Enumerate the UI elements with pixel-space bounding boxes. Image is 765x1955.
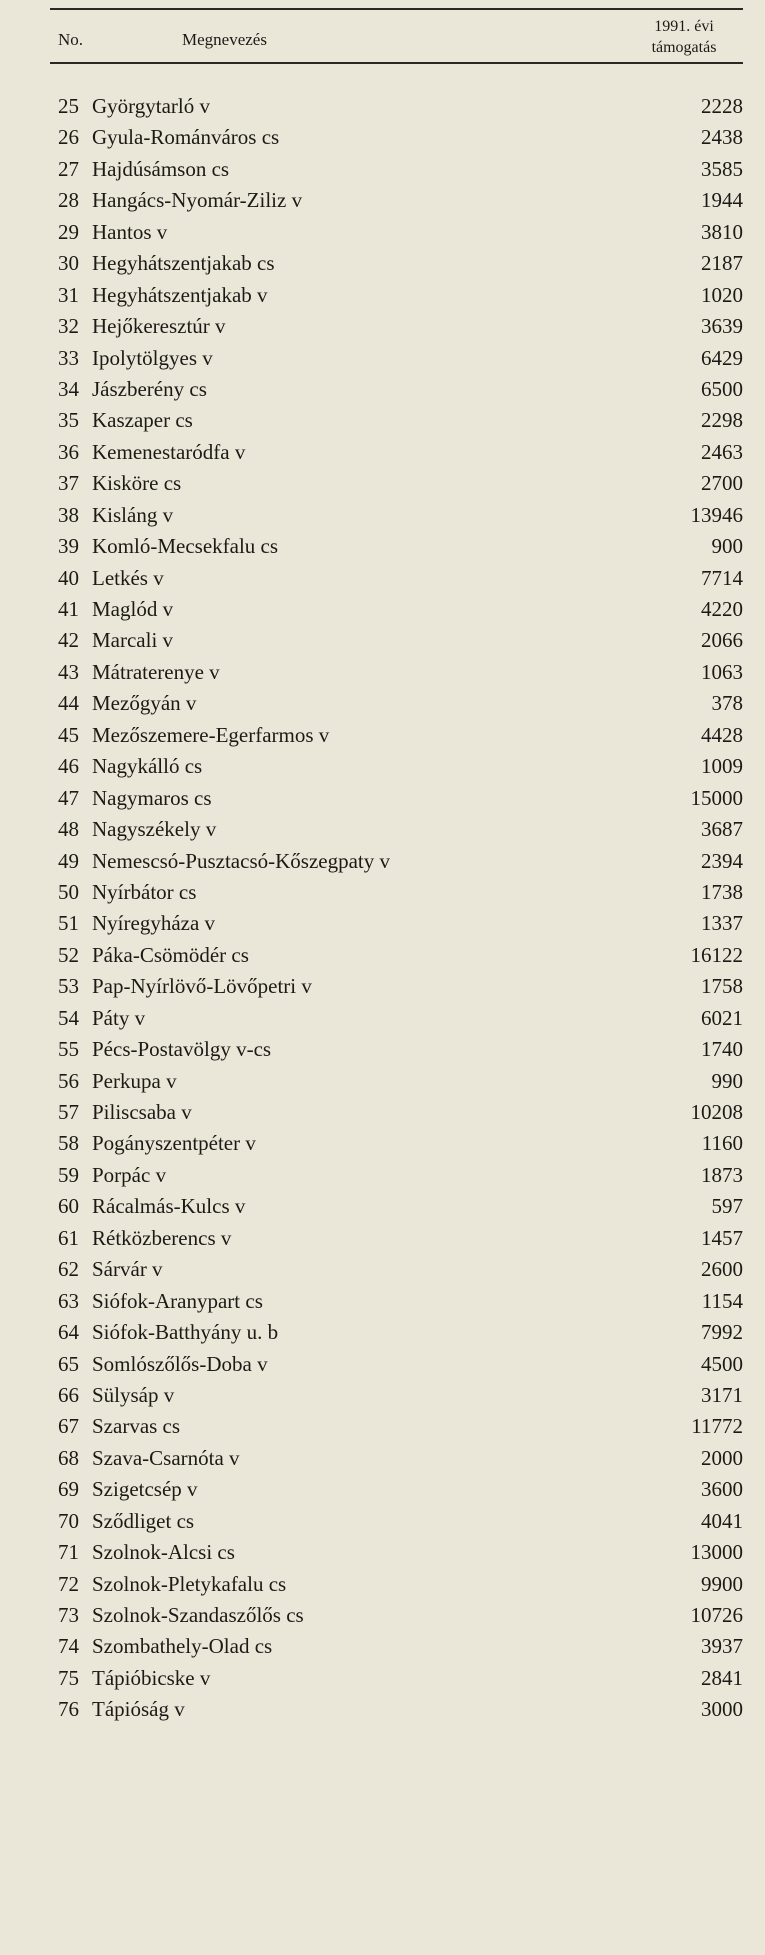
row-amount: 900 (711, 534, 743, 559)
row-number: 63 (58, 1288, 79, 1313)
row-name: Tápióbicske v (92, 1665, 211, 1690)
row-name: Hajdúsámson cs (92, 156, 230, 181)
row-number: 59 (58, 1162, 79, 1187)
table-row (50, 1631, 743, 1662)
row-number: 33 (58, 345, 79, 370)
row-number: 72 (58, 1571, 79, 1596)
row-amount: 2600 (701, 1257, 743, 1282)
row-number: 75 (58, 1665, 79, 1690)
row-number: 29 (58, 219, 79, 244)
row-amount: 1009 (701, 754, 743, 779)
row-name: Marcali v (92, 628, 174, 653)
table-row (50, 154, 743, 185)
row-number: 55 (58, 1037, 79, 1062)
table-row (50, 814, 743, 845)
header-amount-line2: támogatás (651, 39, 717, 56)
row-number: 31 (58, 282, 79, 307)
table-row (50, 940, 743, 971)
row-number: 57 (58, 1100, 79, 1124)
row-name: Páty v (92, 1005, 146, 1030)
table-row (50, 343, 743, 374)
row-number: 76 (58, 1697, 79, 1722)
row-name: Nyírbátor cs (92, 879, 197, 904)
row-amount: 597 (711, 1194, 743, 1219)
table-row (50, 1317, 743, 1348)
table-row (50, 468, 743, 499)
row-amount: 1337 (701, 911, 743, 936)
row-amount: 6500 (701, 376, 743, 401)
table-row (50, 437, 743, 468)
row-name: Letkés v (92, 565, 164, 590)
table-row (50, 405, 743, 436)
row-number: 44 (58, 691, 79, 716)
row-name: Rácalmás-Kulcs v (92, 1194, 246, 1219)
row-number: 42 (58, 628, 79, 653)
row-name: Kaszaper cs (92, 408, 193, 433)
row-amount: 1020 (701, 282, 743, 307)
table-row (50, 1097, 743, 1128)
row-number: 43 (58, 659, 79, 684)
table-row (50, 783, 743, 814)
row-amount: 1758 (701, 974, 743, 999)
row-number: 53 (58, 974, 79, 999)
table-row (50, 751, 743, 782)
row-number: 73 (58, 1603, 79, 1627)
row-amount: 3810 (701, 219, 743, 244)
row-number: 28 (58, 188, 79, 213)
row-number: 52 (58, 942, 79, 967)
row-name: Maglód v (92, 597, 174, 621)
row-amount: 1160 (701, 1131, 743, 1156)
row-number: 60 (58, 1194, 79, 1219)
table-row (50, 122, 743, 153)
row-number: 69 (58, 1477, 79, 1502)
row-number: 49 (58, 848, 79, 873)
table-header (50, 10, 743, 62)
row-amount: 11772 (691, 1414, 743, 1439)
row-amount: 3937 (701, 1634, 743, 1659)
row-number: 71 (58, 1540, 79, 1565)
row-number: 38 (58, 502, 79, 527)
row-amount: 1063 (701, 659, 743, 684)
row-amount: 3000 (701, 1697, 743, 1722)
row-name: Rétközberencs v (92, 1225, 232, 1250)
table-row (50, 625, 743, 656)
table-row (50, 1663, 743, 1694)
row-name: Pap-Nyírlövő-Lövőpetri v (92, 974, 312, 999)
row-amount: 4220 (701, 597, 743, 621)
row-name: Kemenestaródfa v (92, 439, 246, 464)
row-name: Siófok-Batthyány u. b (92, 1320, 279, 1345)
table-row (50, 531, 743, 562)
row-name: Piliscsaba v (92, 1100, 192, 1124)
row-number: 65 (58, 1351, 79, 1376)
row-amount: 1944 (701, 188, 743, 213)
row-name: Mezőgyán v (92, 691, 197, 716)
row-name: Hegyhátszentjakab v (92, 282, 268, 307)
row-amount: 4428 (701, 722, 743, 747)
table-row (50, 1600, 743, 1631)
row-amount: 2438 (701, 125, 743, 150)
table-row (50, 1254, 743, 1285)
row-amount: 3171 (701, 1382, 743, 1407)
row-amount: 2228 (701, 94, 743, 118)
row-name: Tápióság v (92, 1697, 185, 1722)
row-name: Siófok-Aranypart cs (92, 1288, 263, 1313)
table-row (50, 374, 743, 405)
table-row (50, 1160, 743, 1191)
header-amount-line1: 1991. évi (654, 18, 714, 35)
row-amount: 1457 (701, 1225, 743, 1250)
row-name: Szolnok-Alcsi cs (92, 1540, 235, 1565)
table-row (50, 1223, 743, 1254)
table-row (50, 688, 743, 719)
row-name: Szava-Csarnóta v (92, 1445, 240, 1470)
row-name: Szigetcsép v (92, 1477, 198, 1502)
row-number: 41 (58, 597, 79, 621)
row-name: Kisláng v (92, 502, 174, 527)
row-name: Páka-Csömödér cs (92, 942, 249, 967)
row-name: Jászberény cs (92, 376, 207, 401)
table-row (50, 720, 743, 751)
row-amount: 2394 (701, 848, 743, 873)
row-amount: 6021 (701, 1005, 743, 1030)
row-number: 68 (58, 1445, 79, 1470)
table-body (50, 91, 743, 1726)
table-row (50, 91, 743, 122)
row-name: Hangács-Nyomár-Ziliz v (92, 188, 303, 213)
row-name: Nagykálló cs (92, 754, 203, 779)
row-name: Porpác v (92, 1162, 167, 1187)
row-name: Sződliget cs (92, 1508, 195, 1533)
row-amount: 2066 (701, 628, 743, 653)
row-amount: 2841 (701, 1665, 743, 1690)
row-name: Györgytarló v (92, 94, 211, 118)
row-amount: 3639 (701, 314, 743, 339)
table-row (50, 1569, 743, 1600)
table-row (50, 1128, 743, 1159)
row-number: 54 (58, 1005, 79, 1030)
row-amount: 15000 (690, 785, 743, 810)
row-number: 70 (58, 1508, 79, 1533)
table-row (50, 217, 743, 248)
row-amount: 9900 (701, 1571, 743, 1596)
table-row (50, 1286, 743, 1317)
row-amount: 2700 (701, 471, 743, 496)
table-row (50, 185, 743, 216)
row-number: 34 (58, 376, 79, 401)
table-row (50, 1034, 743, 1065)
table-row (50, 1443, 743, 1474)
row-amount: 7714 (701, 565, 743, 590)
row-amount: 7992 (701, 1320, 743, 1345)
row-name: Szombathely-Olad cs (92, 1634, 273, 1659)
row-amount: 3600 (701, 1477, 743, 1502)
row-amount: 2000 (701, 1445, 743, 1470)
table-row (50, 908, 743, 939)
row-amount: 990 (711, 1068, 743, 1093)
row-amount: 1740 (701, 1037, 743, 1062)
row-name: Nagymaros cs (92, 785, 212, 810)
row-number: 47 (58, 785, 79, 810)
row-number: 61 (58, 1225, 79, 1250)
row-number: 36 (58, 439, 79, 464)
row-name: Ipolytölgyes v (92, 345, 213, 370)
row-number: 35 (58, 408, 79, 433)
row-number: 51 (58, 911, 79, 936)
header-amount (629, 16, 739, 58)
table-header-rule (50, 62, 743, 64)
row-name: Perkupa v (92, 1068, 177, 1093)
table-row (50, 1380, 743, 1411)
row-number: 45 (58, 722, 79, 747)
table-row (50, 657, 743, 688)
table-row (50, 971, 743, 1002)
row-amount: 378 (711, 691, 743, 716)
row-amount: 4041 (701, 1508, 743, 1533)
row-amount: 3585 (701, 156, 743, 181)
row-number: 48 (58, 817, 79, 842)
row-name: Nyíregyháza v (92, 911, 216, 936)
table-row (50, 500, 743, 531)
row-number: 32 (58, 314, 79, 339)
table-row (50, 1694, 743, 1725)
row-amount: 2463 (701, 439, 743, 464)
row-number: 25 (58, 94, 79, 118)
row-number: 56 (58, 1068, 79, 1093)
row-name: Szolnok-Pletykafalu cs (92, 1571, 287, 1596)
row-name: Sülysáp v (92, 1382, 175, 1407)
row-number: 46 (58, 754, 79, 779)
row-amount: 1738 (701, 879, 743, 904)
row-number: 30 (58, 251, 79, 276)
table-row (50, 1349, 743, 1380)
row-name: Nemescsó-Pusztacsó-Kőszegpaty v (92, 848, 390, 873)
row-name: Szolnok-Szandaszőlős cs (92, 1603, 304, 1627)
row-name: Sárvár v (92, 1257, 163, 1282)
row-number: 74 (58, 1634, 79, 1659)
row-name: Pécs-Postavölgy v-cs (92, 1037, 272, 1062)
header-no: No. (58, 30, 84, 49)
row-name: Mátraterenye v (92, 659, 220, 684)
row-number: 39 (58, 534, 79, 559)
row-amount: 3687 (701, 817, 743, 842)
row-name: Hejőkeresztúr v (92, 314, 226, 339)
row-amount: 1154 (701, 1288, 743, 1313)
row-amount: 2298 (701, 408, 743, 433)
table-row (50, 280, 743, 311)
table-row (50, 563, 743, 594)
row-name: Mezőszemere-Egerfarmos v (92, 722, 330, 747)
row-amount: 2187 (701, 251, 743, 276)
row-amount: 10208 (690, 1100, 743, 1124)
row-amount: 13000 (690, 1540, 743, 1565)
table-row (50, 594, 743, 625)
table-row (50, 877, 743, 908)
row-name: Komló-Mecsekfalu cs (92, 534, 279, 559)
table-row (50, 1506, 743, 1537)
row-name: Hantos v (92, 219, 168, 244)
row-amount: 13946 (690, 502, 743, 527)
table-row (50, 1003, 743, 1034)
row-name: Hegyhátszentjakab cs (92, 251, 275, 276)
row-name: Pogányszentpéter v (92, 1131, 256, 1156)
table-row (50, 1411, 743, 1442)
row-name: Gyula-Románváros cs (92, 125, 280, 150)
row-number: 66 (58, 1382, 79, 1407)
row-number: 26 (58, 125, 79, 150)
table-row (50, 1474, 743, 1505)
header-name: Megnevezés (182, 30, 267, 49)
table-row (50, 248, 743, 279)
row-number: 62 (58, 1257, 79, 1282)
table-row (50, 846, 743, 877)
row-number: 67 (58, 1414, 79, 1439)
row-number: 58 (58, 1131, 79, 1156)
table-row (50, 1537, 743, 1568)
row-number: 27 (58, 156, 79, 181)
table-row (50, 1066, 743, 1097)
table-row (50, 1191, 743, 1222)
row-name: Kisköre cs (92, 471, 182, 496)
table-row (50, 311, 743, 342)
row-number: 50 (58, 879, 79, 904)
row-name: Somlószőlős-Doba v (92, 1351, 268, 1376)
row-amount: 10726 (690, 1603, 743, 1627)
row-amount: 16122 (690, 942, 743, 967)
row-name: Szarvas cs (92, 1414, 181, 1439)
row-number: 37 (58, 471, 79, 496)
row-name: Nagyszékely v (92, 817, 217, 842)
row-amount: 4500 (701, 1351, 743, 1376)
row-number: 64 (58, 1320, 79, 1345)
row-number: 40 (58, 565, 79, 590)
row-amount: 1873 (701, 1162, 743, 1187)
row-amount: 6429 (701, 345, 743, 370)
